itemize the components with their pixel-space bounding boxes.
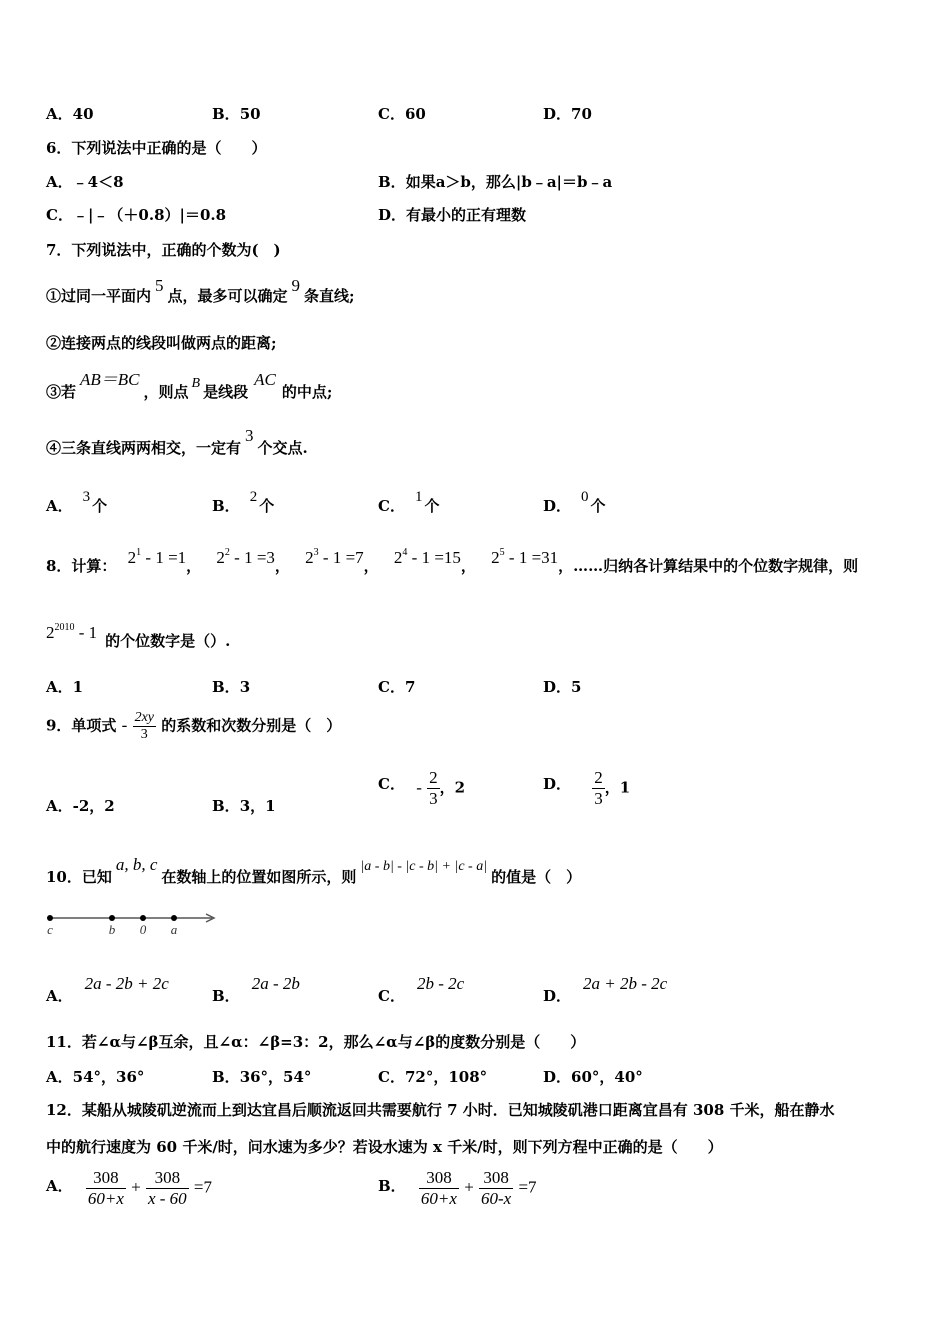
q5-option-b: B．50 xyxy=(212,105,261,123)
q11-stem: 11．若∠α与∠β互余，且∠α：∠β=3：2，那么∠α与∠β的度数分别是（ ） xyxy=(46,1033,586,1051)
q6-option-a: A．﹣4＜8 xyxy=(46,173,124,191)
q10-option-c: C．2b - 2c xyxy=(378,974,465,1005)
q9-stem: 9．单项式 - $\frac{2xy}{3}$ 的系数和次数分别是（ ） xyxy=(46,710,342,742)
q11-option-b: B．36°，54° xyxy=(212,1068,312,1086)
axis-label-0: 0 xyxy=(139,922,147,937)
q11-option-a: A．54°，36° xyxy=(46,1068,145,1086)
q12-option-b: B． $\frac{308}{60+x}$ + $\frac{308}{60-x}$ =7 xyxy=(378,1168,537,1208)
q7-option-b: B． 2 个 xyxy=(212,489,275,515)
q10-stem: 10．已知a, b, c在数轴上的位置如图所示，则|a - b| - |c - b| + |c - a|的值是（ ） xyxy=(46,855,582,886)
q11-option-c: C．72°，108° xyxy=(378,1068,488,1086)
q8-option-a: A．1 xyxy=(46,678,84,696)
q10-number-line xyxy=(46,904,226,940)
q9-option-c: C． - $\frac{2}{3}$ ，2 xyxy=(378,768,466,808)
q9-option-a: A．-2，2 xyxy=(46,797,115,815)
q7-statement-1: ①过同一平面内5点，最多可以确定9条直线; xyxy=(46,276,355,305)
q8-stem-line1: 8．计算： $2^1 - 1 =1$， $2^2 - 1 =3$， $2^3 - 1 =7$， $2^4 - 1 =15$， $2^5 - 1 =31$，……归纳各计算结果中的个位数字规律，则 xyxy=(46,547,859,575)
q6-option-d: D．有最小的正有理数 xyxy=(378,206,527,224)
q12-stem-line1: 12．某船从城陵矶逆流而上到达宜昌后顺流返回共需要航行 7 小时．已知城陵矶港口距离宜昌有 308 千米，船在静水 xyxy=(46,1101,835,1119)
axis-label-b: b xyxy=(108,922,116,937)
axis-point-0 xyxy=(140,915,146,921)
q8-option-c: C．7 xyxy=(378,678,416,696)
q7-statement-2: ②连接两点的线段叫做两点的距离; xyxy=(46,334,277,352)
axis-point-a xyxy=(171,915,177,921)
q7-option-c: C． 1 个 xyxy=(378,489,440,515)
q7-option-d: D． 0 个 xyxy=(543,489,606,515)
q10-option-b: B．2a - 2b xyxy=(212,974,300,1005)
axis-point-b xyxy=(109,915,115,921)
q7-statement-3: ③若AB＝BC，则点 B 是线段AC的中点; xyxy=(46,370,333,401)
q7-stem: 7．下列说法中，正确的个数为( ) xyxy=(46,241,281,259)
q10-option-a: A．2a - 2b + 2c xyxy=(46,974,169,1005)
q9-fraction: $\frac{2xy}{3}$ xyxy=(134,710,155,742)
q9-option-b: B．3，1 xyxy=(212,797,276,815)
q7-option-a: A． 3 个 xyxy=(46,489,108,515)
q6-option-b: B．如果a＞b，那么|b﹣a|＝b﹣a xyxy=(378,173,613,191)
q6-option-c: C．﹣|﹣（＋0.8）|＝0.8 xyxy=(46,206,227,224)
q11-option-d: D．60°，40° xyxy=(543,1068,643,1086)
axis-label-c: c xyxy=(47,922,53,937)
axis-point-c xyxy=(47,915,53,921)
q7-statement-4: ④三条直线两两相交，一定有3个交点. xyxy=(46,426,308,457)
q6-stem: 6．下列说法中正确的是（ ） xyxy=(46,139,267,157)
q5-option-a: A．40 xyxy=(46,105,94,123)
q5-option-c: C．60 xyxy=(378,105,426,123)
q8-option-d: D．5 xyxy=(543,678,582,696)
q5-option-d: D．70 xyxy=(543,105,592,123)
axis-label-a: a xyxy=(170,922,178,937)
q8-option-b: B．3 xyxy=(212,678,251,696)
q9-option-d: D． $\frac{2}{3}$ ，1 xyxy=(543,768,631,808)
q12-option-a: A． $\frac{308}{60+x}$ + $\frac{308}{x - 60}$ =7 xyxy=(46,1168,213,1208)
q10-option-d: D．2a + 2b - 2c xyxy=(543,974,668,1005)
q12-stem-line2: 中的航行速度为 60 千米/时，问水速为多少？若设水速为 x 千米/时，则下列方程中正确的是（ ） xyxy=(46,1138,723,1156)
q8-stem-line2: $2^{2010} - 1$ 的个位数字是（）. xyxy=(46,622,231,650)
